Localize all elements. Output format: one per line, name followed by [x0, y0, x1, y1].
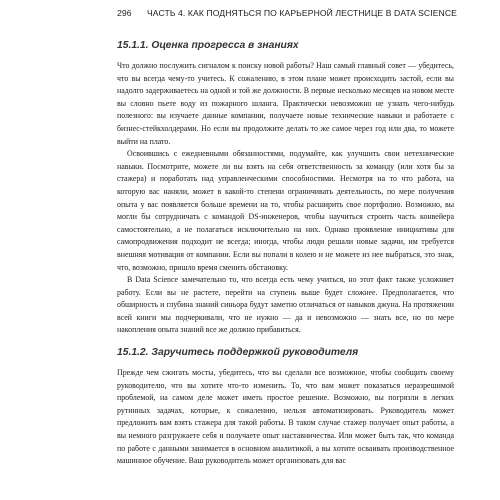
section-heading: 15.1.1. Оценка прогресса в знаниях: [117, 40, 299, 51]
page-body: [117, 40, 454, 468]
page-number: 296: [117, 8, 132, 18]
paragraph: Освоившись с ежедневными обязанностями, подумайте, как улучшить свои нетехнические навыки. Посмотрите, можете ли вы взять на себя ответственность за команду (или хотя бы за стажера) и поработать над управленческими способностями. Несмотря на то что работа, на которую вас наняли, может в какой-то степени ограничивать деятельность, по мере получения опыта у вас появляется больше времени на то, чтобы расширить свое портфолио. Возможно, вы могли бы сотрудничать с командой DS-инженеров, чтобы научиться строить часть конвейера самостоятельно, а не полагаться исключительно на них. Однако проявление инициативы для самопродвижения подходит не всегда; иногда, чтобы люди решали новые задачи, им требуется внешняя мотивация от компании. Если вы попали в колею и не можете из нее выбраться, это знак, что, возможно, пришло время сменить обстановку.: [117, 149, 454, 272]
chapter-title: ЧАСТЬ 4. КАК ПОДНЯТЬСЯ ПО КАРЬЕРНОЙ ЛЕСТНИЦЕ В DATA SCIENCE: [146, 8, 457, 18]
paragraph: Прежде чем сжигать мосты, убедитесь, что вы сделали все возможное, чтобы сообщить своему руководителю, что вы хотите что-то изменить. То, что вам может показаться неразрешимой проблемой, на самом деле может иметь простое решение. Возможно, вы погрязли в легких рутинных задачах, которые, к сожалению, нельзя автоматизировать. Руководитель может предложить вам взять стажера для такой работы. В таком случае стажер получает опыт работы, а вы немного разгружаете себя и получаете опыт наставничества. Или может быть так, что команда по работе с данными занимается в основном аналитикой, а вы хотите осваивать производственное машинное обучение. Ваш руководитель может организовать для вас: [117, 368, 454, 466]
running-header: [117, 8, 457, 18]
section-heading: 15.1.2. Заручитесь поддержкой руководителя: [117, 347, 359, 359]
paragraph: В Data Science замечательно то, что всегда есть чему учиться, но этот факт также усложняет работу. Если вы не растете, перейти на ступень выше будет сложнее. Предполагается, что обширность и глубина знаний синьора будут заметно отличаться от навыков джуна. На протяжении всей книги мы подчеркивали, что не нужно — да и невозможно — знать все, но по мере накопления опыта знаний все же должно прибавиться.: [117, 275, 454, 335]
paragraph: Что должно послужить сигналом к поиску новой работы? Наш самый главный совет — убедитесь, что вы всегда чему-то учитесь. К сожалению, в этом плане может происходить застой, если вы надолго задерживаетесь на одной и той же должности. В первые несколько месяцев на новом месте вы словно пьете воду из пожарного шланга. Практически невозможно не узнать чего-нибудь полезного: вы изучаете данные компании, получаете новые технические навыки и работаете с бизнес-стейкхолдерами. Но если вы продолжите делать то же самое через год или два, то можете выйти на плато.: [117, 61, 454, 146]
